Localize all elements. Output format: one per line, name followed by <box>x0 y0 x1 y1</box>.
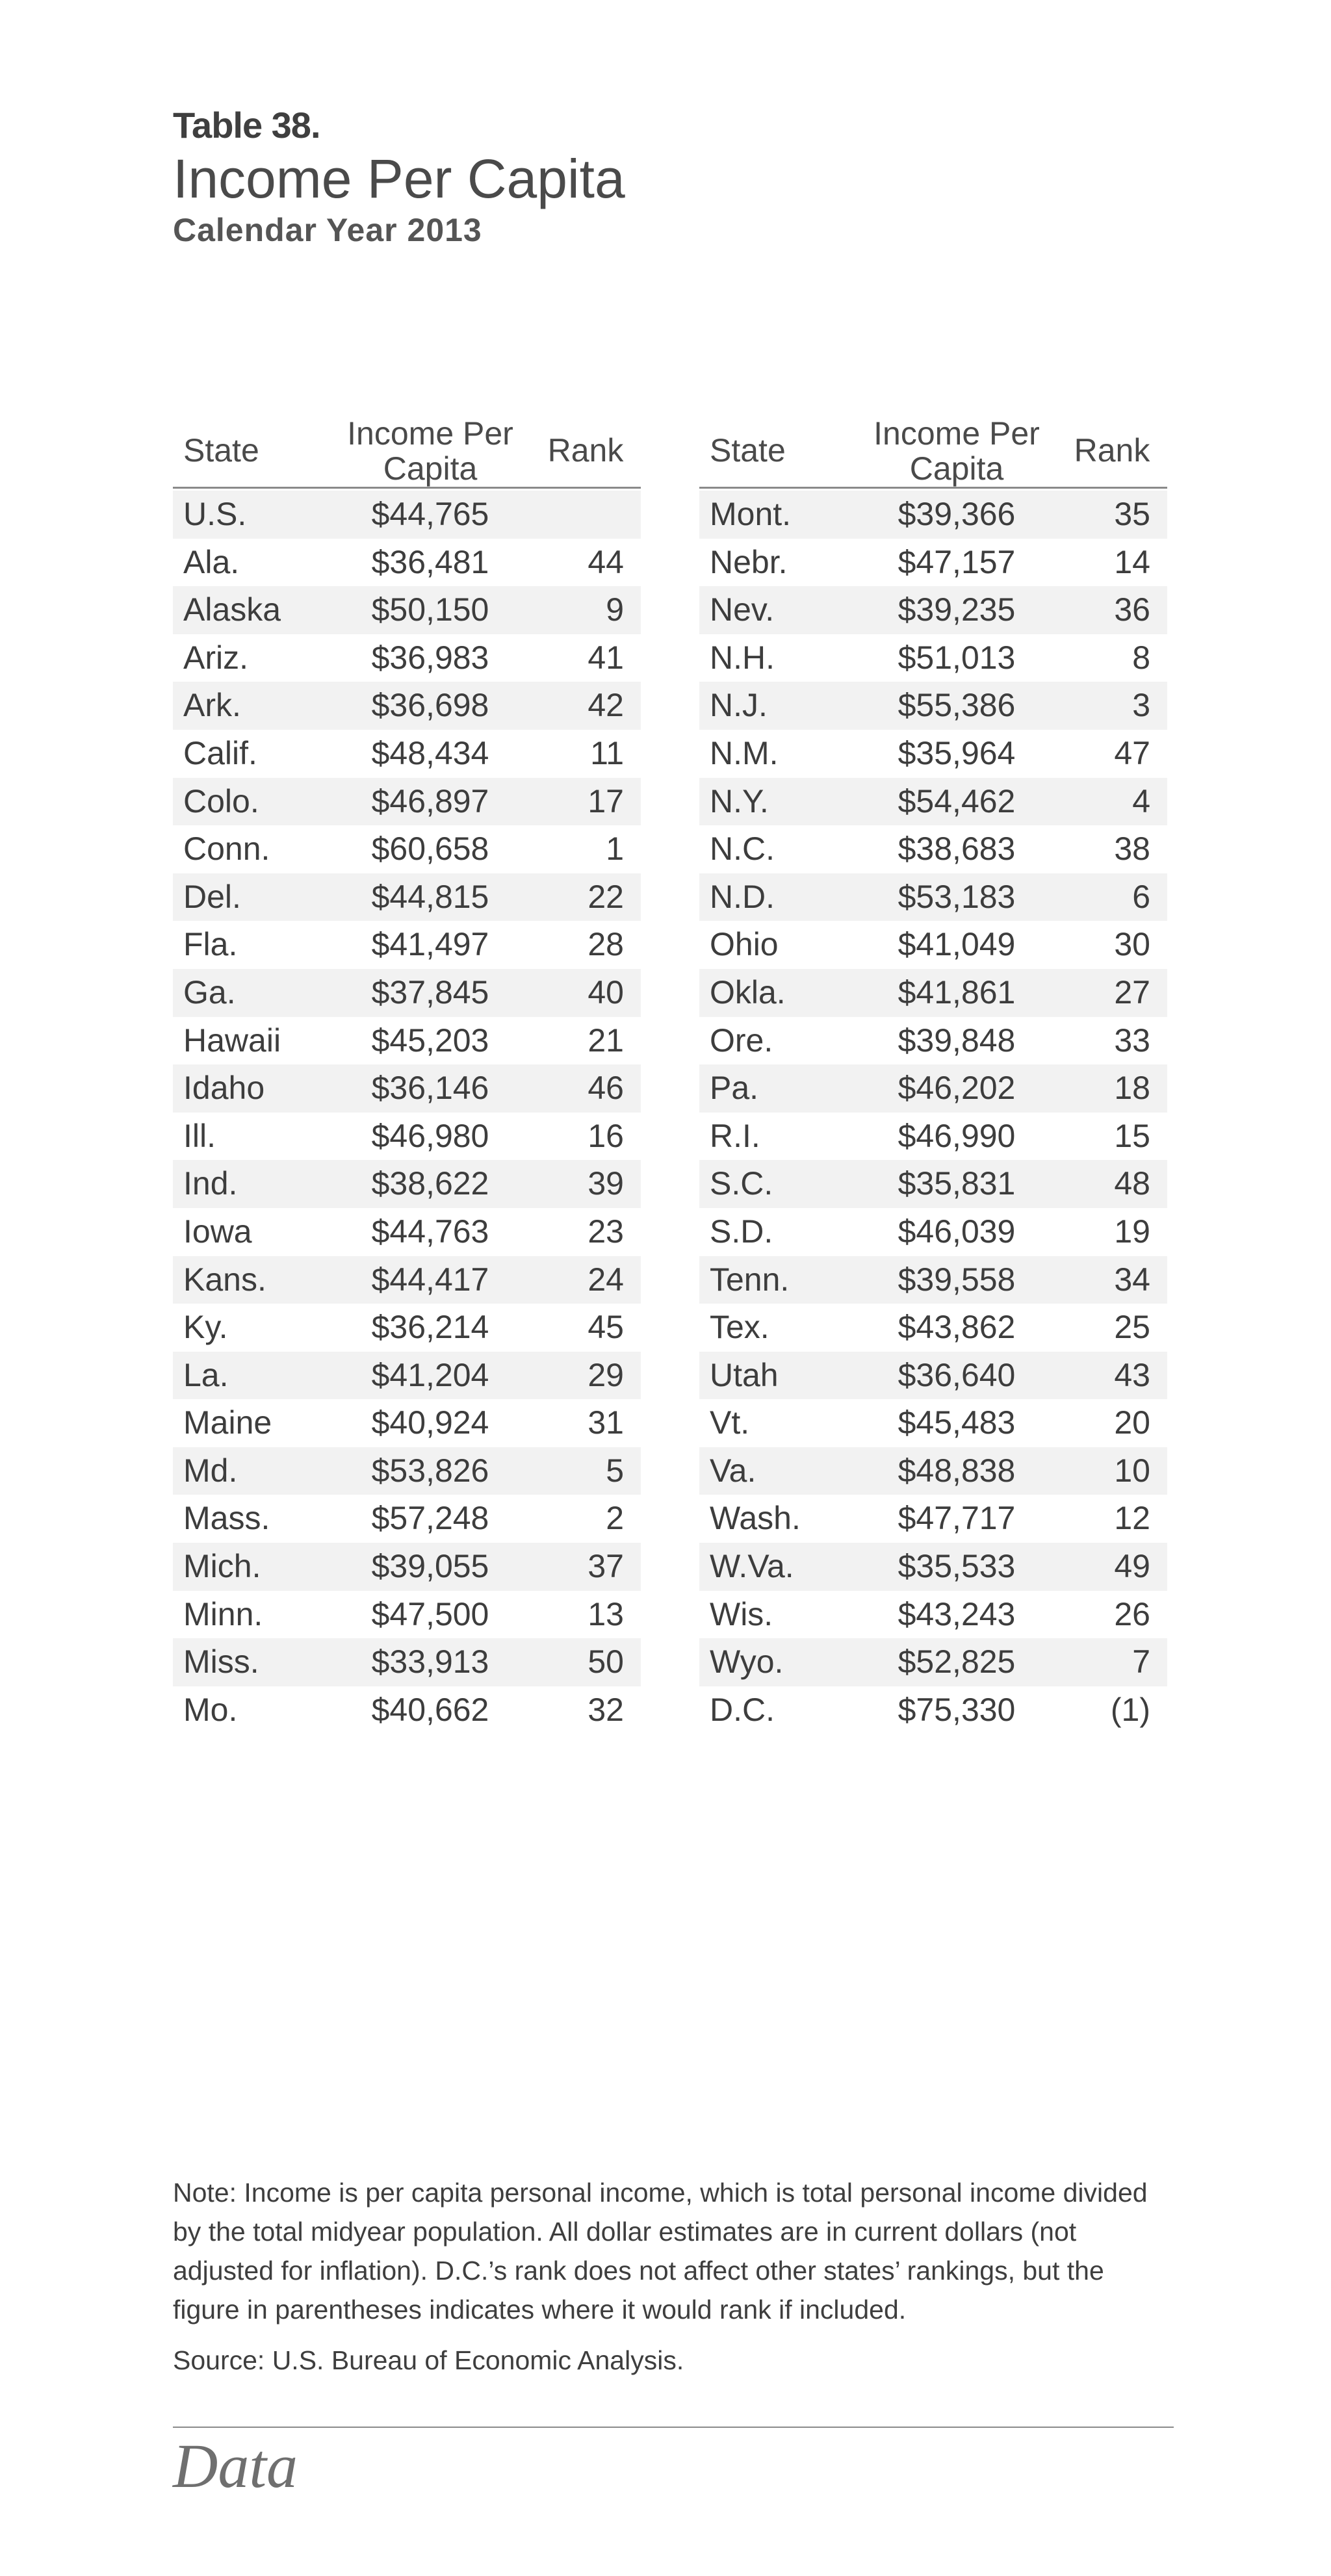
table-row <box>699 1495 1167 1543</box>
cell-state: Maine <box>183 1404 272 1441</box>
table-row <box>173 1543 641 1591</box>
table-row <box>699 778 1167 826</box>
cell-income: $45,483 <box>898 1404 1016 1441</box>
cell-income: $46,202 <box>898 1070 1016 1107</box>
table-row <box>699 682 1167 730</box>
cell-rank: 21 <box>588 1022 624 1059</box>
cell-state: Colo. <box>183 782 259 819</box>
cell-rank: 41 <box>588 639 624 676</box>
cell-income: $55,386 <box>898 687 1016 724</box>
cell-income: $45,203 <box>371 1022 489 1059</box>
cell-state: Ind. <box>183 1165 238 1202</box>
cell-income: $46,990 <box>898 1117 1016 1154</box>
cell-income: $48,838 <box>898 1452 1016 1489</box>
cell-rank: 23 <box>588 1213 624 1250</box>
cell-rank: 34 <box>1114 1261 1150 1298</box>
cell-income: $44,763 <box>371 1213 489 1250</box>
page-subtitle: Calendar Year 2013 <box>173 212 482 248</box>
cell-state: Tex. <box>710 1309 769 1346</box>
cell-rank: 42 <box>588 687 624 724</box>
cell-income: $36,640 <box>898 1356 1016 1393</box>
cell-income: $46,897 <box>371 782 489 819</box>
table-row <box>699 1399 1167 1447</box>
table-row <box>173 1686 641 1734</box>
cell-rank: 49 <box>1114 1548 1150 1585</box>
cell-rank: 35 <box>1114 496 1150 532</box>
table-row <box>699 1591 1167 1639</box>
cell-rank: 40 <box>588 973 624 1011</box>
cell-income: $35,964 <box>898 734 1016 771</box>
cell-rank: 15 <box>1114 1117 1150 1154</box>
cell-rank: 19 <box>1114 1213 1150 1250</box>
table-row <box>173 1256 641 1304</box>
table-row <box>699 1638 1167 1686</box>
table-row <box>699 1686 1167 1734</box>
cell-state: R.I. <box>710 1117 760 1154</box>
cell-rank: 13 <box>588 1595 624 1632</box>
table-left <box>173 413 641 1734</box>
cell-state: Mass. <box>183 1500 270 1537</box>
cell-income: $36,698 <box>371 687 489 724</box>
cell-income: $46,980 <box>371 1117 489 1154</box>
cell-income: $39,558 <box>898 1261 1016 1298</box>
cell-rank: 6 <box>1132 878 1150 915</box>
cell-state: Del. <box>183 878 241 915</box>
source-line: Source: U.S. Bureau of Economic Analysis. <box>173 2345 684 2375</box>
table-row <box>699 921 1167 969</box>
cell-state: Mich. <box>183 1548 261 1585</box>
cell-state: Conn. <box>183 831 270 868</box>
table-row <box>173 491 641 539</box>
cell-rank: 50 <box>588 1643 624 1681</box>
table-row <box>173 1064 641 1113</box>
cell-state: Wyo. <box>710 1643 784 1681</box>
cell-state: Iowa <box>183 1213 252 1250</box>
cell-income: $44,765 <box>371 496 489 532</box>
cell-income: $35,831 <box>898 1165 1016 1202</box>
cell-rank: 32 <box>588 1691 624 1728</box>
cell-state: Mo. <box>183 1691 238 1728</box>
cell-state: U.S. <box>183 496 247 532</box>
cell-income: $38,622 <box>371 1165 489 1202</box>
cell-rank: 11 <box>590 734 624 771</box>
table-row <box>699 1256 1167 1304</box>
table-row <box>173 778 641 826</box>
cell-state: Ariz. <box>183 639 248 676</box>
divider <box>173 2427 1174 2428</box>
cell-income: $36,481 <box>371 543 489 580</box>
cell-rank: 29 <box>588 1356 624 1393</box>
cell-rank: 4 <box>1132 782 1150 819</box>
cell-state: N.H. <box>710 639 775 676</box>
cell-state: Idaho <box>183 1070 265 1107</box>
cell-state: Nev. <box>710 591 775 628</box>
cell-rank: 28 <box>588 926 624 963</box>
cell-income: $44,417 <box>371 1261 489 1298</box>
cell-income: $35,533 <box>898 1548 1016 1585</box>
cell-rank: 22 <box>588 878 624 915</box>
cell-state: N.Y. <box>710 782 769 819</box>
table-row <box>173 1352 641 1400</box>
table-row <box>699 1017 1167 1065</box>
cell-income: $39,366 <box>898 496 1016 532</box>
table-row <box>173 873 641 921</box>
table-row <box>699 539 1167 587</box>
table-row <box>173 1495 641 1543</box>
table-row <box>699 730 1167 778</box>
cell-income: $40,662 <box>371 1691 489 1728</box>
cell-state: N.J. <box>710 687 768 724</box>
table-head <box>173 413 641 489</box>
cell-rank: 2 <box>606 1500 624 1537</box>
table-row <box>699 1352 1167 1400</box>
table-row <box>173 1017 641 1065</box>
cell-state: W.Va. <box>710 1548 794 1585</box>
cell-rank: 46 <box>588 1070 624 1107</box>
footer <box>173 2173 1174 2378</box>
cell-income: $37,845 <box>371 973 489 1011</box>
cell-income: $41,204 <box>371 1356 489 1393</box>
cell-income: $46,039 <box>898 1213 1016 1250</box>
cell-rank: 24 <box>588 1261 624 1298</box>
cell-rank: 5 <box>606 1452 624 1489</box>
table-row <box>173 634 641 682</box>
cell-state: Okla. <box>710 973 786 1011</box>
cell-rank: 39 <box>588 1165 624 1202</box>
cell-rank: 44 <box>588 543 624 580</box>
cell-rank: 26 <box>1114 1595 1150 1632</box>
cell-rank: 43 <box>1114 1356 1150 1393</box>
cell-income: $57,248 <box>371 1500 489 1537</box>
table-body <box>699 489 1167 1734</box>
cell-rank: 1 <box>606 831 624 868</box>
section-label: Data <box>173 2431 298 2501</box>
cell-rank: 45 <box>588 1309 624 1346</box>
cell-income: $51,013 <box>898 639 1016 676</box>
cell-rank: 3 <box>1132 687 1150 724</box>
table-row <box>699 1113 1167 1161</box>
cell-income: $39,848 <box>898 1022 1016 1059</box>
cell-state: Mont. <box>710 496 792 532</box>
cell-income: $43,862 <box>898 1309 1016 1346</box>
column-header-rank: Rank <box>1074 432 1150 469</box>
table-row <box>699 1208 1167 1256</box>
table-row <box>173 1160 641 1208</box>
cell-state: Hawaii <box>183 1022 281 1059</box>
column-header-state: State <box>710 432 786 469</box>
cell-state: D.C. <box>710 1691 775 1728</box>
table-row <box>699 634 1167 682</box>
table-row <box>173 1399 641 1447</box>
cell-state: N.M. <box>710 734 779 771</box>
cell-income: $39,055 <box>371 1548 489 1585</box>
cell-income: $36,214 <box>371 1309 489 1346</box>
cell-income: $41,049 <box>898 926 1016 963</box>
table-row <box>173 586 641 634</box>
table-row <box>173 539 641 587</box>
cell-state: Ill. <box>183 1117 216 1154</box>
cell-state: Nebr. <box>710 543 788 580</box>
cell-rank: 10 <box>1114 1452 1150 1489</box>
cell-income: $33,913 <box>371 1643 489 1681</box>
table-row <box>173 1638 641 1686</box>
table-row <box>699 1447 1167 1495</box>
table-head <box>699 413 1167 489</box>
cell-income: $48,434 <box>371 734 489 771</box>
table-row <box>699 1543 1167 1591</box>
cell-rank: 38 <box>1114 831 1150 868</box>
cell-rank: 25 <box>1114 1309 1150 1346</box>
cell-rank: 16 <box>588 1117 624 1154</box>
cell-state: Kans. <box>183 1261 266 1298</box>
cell-state: Pa. <box>710 1070 759 1107</box>
cell-income: $60,658 <box>371 831 489 868</box>
cell-rank: 7 <box>1132 1643 1150 1681</box>
cell-state: Ore. <box>710 1022 773 1059</box>
cell-rank: 12 <box>1114 1500 1150 1537</box>
table-row <box>173 825 641 873</box>
cell-state: Ark. <box>183 687 241 724</box>
table-row <box>173 682 641 730</box>
cell-state: Minn. <box>183 1595 263 1632</box>
cell-income: $39,235 <box>898 591 1016 628</box>
cell-income: $43,243 <box>898 1595 1016 1632</box>
cell-income: $53,826 <box>371 1452 489 1489</box>
table-row <box>699 969 1167 1017</box>
cell-rank: 9 <box>606 591 624 628</box>
cell-income: $36,983 <box>371 639 489 676</box>
cell-income: $41,861 <box>898 973 1016 1011</box>
table-row <box>173 1591 641 1639</box>
cell-rank: 17 <box>588 782 624 819</box>
column-header-income: Income Per Capita <box>873 415 1040 487</box>
cell-state: Ohio <box>710 926 779 963</box>
table-row <box>699 1064 1167 1113</box>
cell-state: Wash. <box>710 1500 801 1537</box>
cell-income: $53,183 <box>898 878 1016 915</box>
cell-state: Va. <box>710 1452 756 1489</box>
table-row <box>699 586 1167 634</box>
cell-income: $47,157 <box>898 543 1016 580</box>
column-header-state: State <box>183 432 259 469</box>
cell-state: Tenn. <box>710 1261 790 1298</box>
cell-rank: 18 <box>1114 1070 1150 1107</box>
table-row <box>699 825 1167 873</box>
cell-income: $54,462 <box>898 782 1016 819</box>
cell-state: N.D. <box>710 878 775 915</box>
cell-rank: 30 <box>1114 926 1150 963</box>
cell-income: $40,924 <box>371 1404 489 1441</box>
table-row <box>699 873 1167 921</box>
cell-rank: 47 <box>1114 734 1150 771</box>
table-row <box>173 1304 641 1352</box>
table-row <box>173 921 641 969</box>
table-number: Table 38. <box>173 105 320 146</box>
table-row <box>173 1113 641 1161</box>
cell-rank: 36 <box>1114 591 1150 628</box>
cell-rank: 27 <box>1114 973 1150 1011</box>
cell-rank: 8 <box>1132 639 1150 676</box>
cell-rank: 31 <box>588 1404 624 1441</box>
table-body <box>173 489 641 1734</box>
table-header <box>173 104 625 250</box>
cell-state: N.C. <box>710 831 775 868</box>
table-row <box>173 1208 641 1256</box>
cell-income: $44,815 <box>371 878 489 915</box>
table-row <box>699 1160 1167 1208</box>
table-row <box>173 730 641 778</box>
cell-state: Md. <box>183 1452 238 1489</box>
cell-state: La. <box>183 1356 229 1393</box>
cell-rank: 20 <box>1114 1404 1150 1441</box>
table-row <box>173 969 641 1017</box>
cell-income: $41,497 <box>371 926 489 963</box>
cell-state: Miss. <box>183 1643 259 1681</box>
table-row <box>699 491 1167 539</box>
page-title: Income Per Capita <box>173 148 625 209</box>
cell-rank: (1) <box>1110 1691 1150 1728</box>
table-row <box>699 1304 1167 1352</box>
cell-state: Vt. <box>710 1404 750 1441</box>
cell-income: $38,683 <box>898 831 1016 868</box>
cell-state: Alaska <box>183 591 281 628</box>
cell-rank: 14 <box>1114 543 1150 580</box>
cell-state: Ky. <box>183 1309 228 1346</box>
cell-rank: 37 <box>588 1548 624 1585</box>
cell-state: Ala. <box>183 543 240 580</box>
cell-income: $47,500 <box>371 1595 489 1632</box>
column-header-income: Income Per Capita <box>347 415 513 487</box>
table-row <box>173 1447 641 1495</box>
cell-income: $50,150 <box>371 591 489 628</box>
cell-state: Fla. <box>183 926 238 963</box>
cell-state: S.C. <box>710 1165 773 1202</box>
cell-income: $75,330 <box>898 1691 1016 1728</box>
cell-state: S.D. <box>710 1213 773 1250</box>
column-header-rank: Rank <box>547 432 624 469</box>
cell-income: $47,717 <box>898 1500 1016 1537</box>
cell-state: Wis. <box>710 1595 773 1632</box>
footnote: Note: Income is per capita personal income, which is total personal income divided by the total midyear population. All dollar estimates are in current dollars (not adjusted for inflation). D.C.’s rank does not affect other states’ rankings, but the figure in parentheses indicates where it would rank if included. <box>173 2178 1148 2325</box>
table-right <box>699 413 1167 1734</box>
cell-state: Ga. <box>183 973 236 1011</box>
cell-state: Utah <box>710 1356 779 1393</box>
cell-income: $52,825 <box>898 1643 1016 1681</box>
cell-income: $36,146 <box>371 1070 489 1107</box>
cell-state: Calif. <box>183 734 257 771</box>
cell-rank: 48 <box>1114 1165 1150 1202</box>
cell-rank: 33 <box>1114 1022 1150 1059</box>
